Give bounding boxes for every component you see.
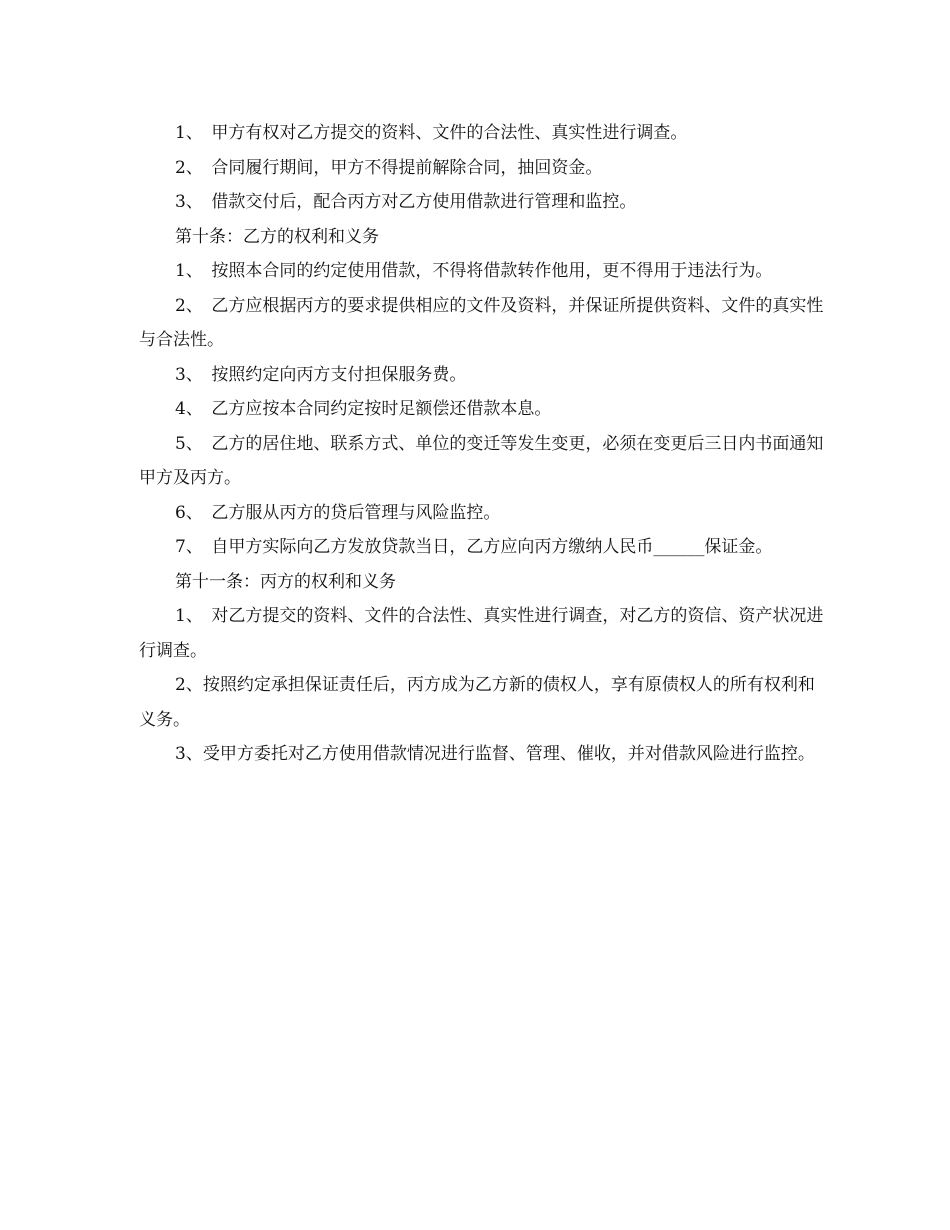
clause-10-item-2: 2、 乙方应根据丙方的要求提供相应的文件及资料，并保证所提供资料、文件的真实性与合法性。	[139, 295, 824, 350]
clause-10-item-7: 7、 自甲方实际向乙方发放贷款当日，乙方应向丙方缴纳人民币______保证金。	[175, 537, 773, 557]
clause-10-item-6: 6、 乙方服从丙方的贷后管理与风险监控。	[175, 502, 501, 523]
clause-10-item-5: 5、 乙方的居住地、联系方式、单位的变迁等发生变更，必须在变更后三日内书面通知甲方及丙方。	[139, 433, 824, 488]
clause-10-heading: 第十条：乙方的权利和义务	[175, 226, 379, 247]
clause-11-item-1: 1、 对乙方提交的资料、文件的合法性、真实性进行调查，对乙方的资信、资产状况进行调查。	[139, 606, 824, 661]
clause-9-item-3: 3、 借款交付后，配合丙方对乙方使用借款进行管理和监控。	[175, 192, 637, 212]
clause-9-item-2: 2、 合同履行期间，甲方不得提前解除合同，抽回资金。	[175, 157, 603, 178]
clause-11-item-3: 3、受甲方委托对乙方使用借款情况进行监督、管理、催收，并对借款风险进行监控。	[175, 744, 815, 764]
clause-10-item-4: 4、 乙方应按本合同约定按时足额偿还借款本息。	[175, 399, 552, 419]
document-body	[139, 116, 829, 772]
clause-10-item-3: 3、 按照约定向丙方支付担保服务费。	[175, 364, 467, 385]
clause-10-item-1: 1、 按照本合同的约定使用借款，不得将借款转作他用，更不得用于违法行为。	[175, 261, 773, 281]
clause-11-item-2: 2、按照约定承担保证责任后，丙方成为乙方新的债权人，享有原债权人的所有权利和义务。	[139, 675, 815, 730]
clause-11-heading: 第十一条：丙方的权利和义务	[175, 571, 396, 592]
clause-9-item-1: 1、 甲方有权对乙方提交的资料、文件的合法性、真实性进行调查。	[175, 123, 688, 143]
